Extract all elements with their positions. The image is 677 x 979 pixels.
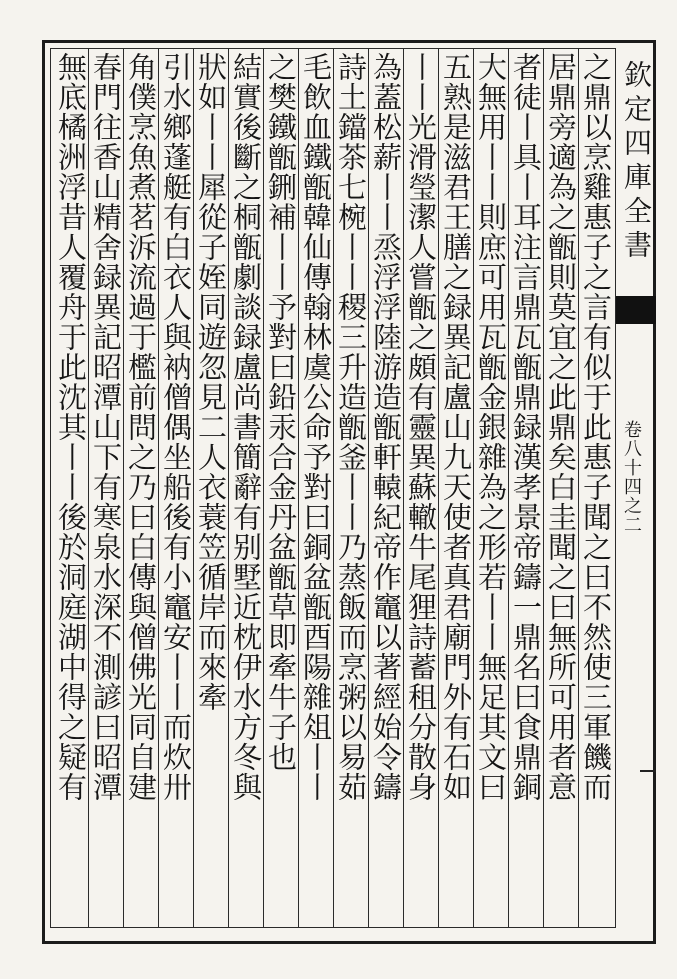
- edge-tick: [640, 770, 656, 772]
- text-column-1: 之鼎以烹雞惠子之言有似于此惠子聞之曰不然使三軍饑而: [579, 52, 613, 802]
- fishtail-mark: [616, 296, 656, 324]
- text-column-10: 之樊鐵甑鉶補丨丨予對曰鉛汞合金丹盆甑草即牽牛子也: [264, 52, 298, 772]
- text-column-6: 丨丨光滑瑩潔人嘗甑之頗有靈異蘇轍牛尾狸詩蓄租分散身: [404, 52, 438, 802]
- text-column-15: 春門往香山精舍録異記昭潭山下有寒泉水深不測諺曰昭潭: [89, 52, 123, 802]
- page-margin: [0, 40, 40, 944]
- text-column-14: 角僕烹魚煮茗泝流過于檻前問之乃曰白傳與僧佛光同自建: [124, 52, 158, 802]
- text-column-16: 無底橘洲浮昔人覆舟于此沈其丨丨後於洞庭湖中得之疑有: [54, 52, 88, 802]
- text-column-13: 引水鄉蓬艇有白衣人與衲僧偶坐船後有小竈安丨丨而炊卅: [159, 52, 193, 802]
- text-column-9: 毛飲血鐵甑韓仙傳翰林虞公命予對曰銅盆甑酉陽雜俎丨丨: [299, 52, 333, 802]
- text-column-3: 者徒丨具丨耳注言鼎瓦甑鼎録漢孝景帝鑄一鼎名曰食鼎銅: [509, 52, 543, 802]
- text-column-4: 大無用丨丨則庶可用瓦甑金銀雜為之形若丨丨無足其文曰: [474, 52, 508, 802]
- text-column-8: 詩土鐺茶七椀丨丨稷三升造甑釜丨丨乃蒸飯而烹粥以易茹: [334, 52, 368, 802]
- text-column-5: 五熟是滋君王膳之録異記盧山九天使者真君廟門外有石如: [439, 52, 473, 802]
- juan-number: 卷八十四之二: [621, 420, 642, 534]
- running-title: 欽定四庫全書: [620, 60, 653, 264]
- text-column-2: 居鼎旁適為之甑則莫宜之此鼎矣白圭聞之曰無所可用者意: [544, 52, 578, 802]
- text-column-12: 狀如丨丨犀從子姪同遊忽見二人衣蓑笠循岸而來牽: [194, 52, 228, 712]
- text-column-7: 為蓋松薪丨丨烝浮浮陸游造甑軒轅紀帝作竈以著經始令鑄: [369, 52, 403, 802]
- text-column-11: 結實後斷之桐甑劇談録盧尚書簡辭有别墅近枕伊水方冬與: [229, 52, 263, 802]
